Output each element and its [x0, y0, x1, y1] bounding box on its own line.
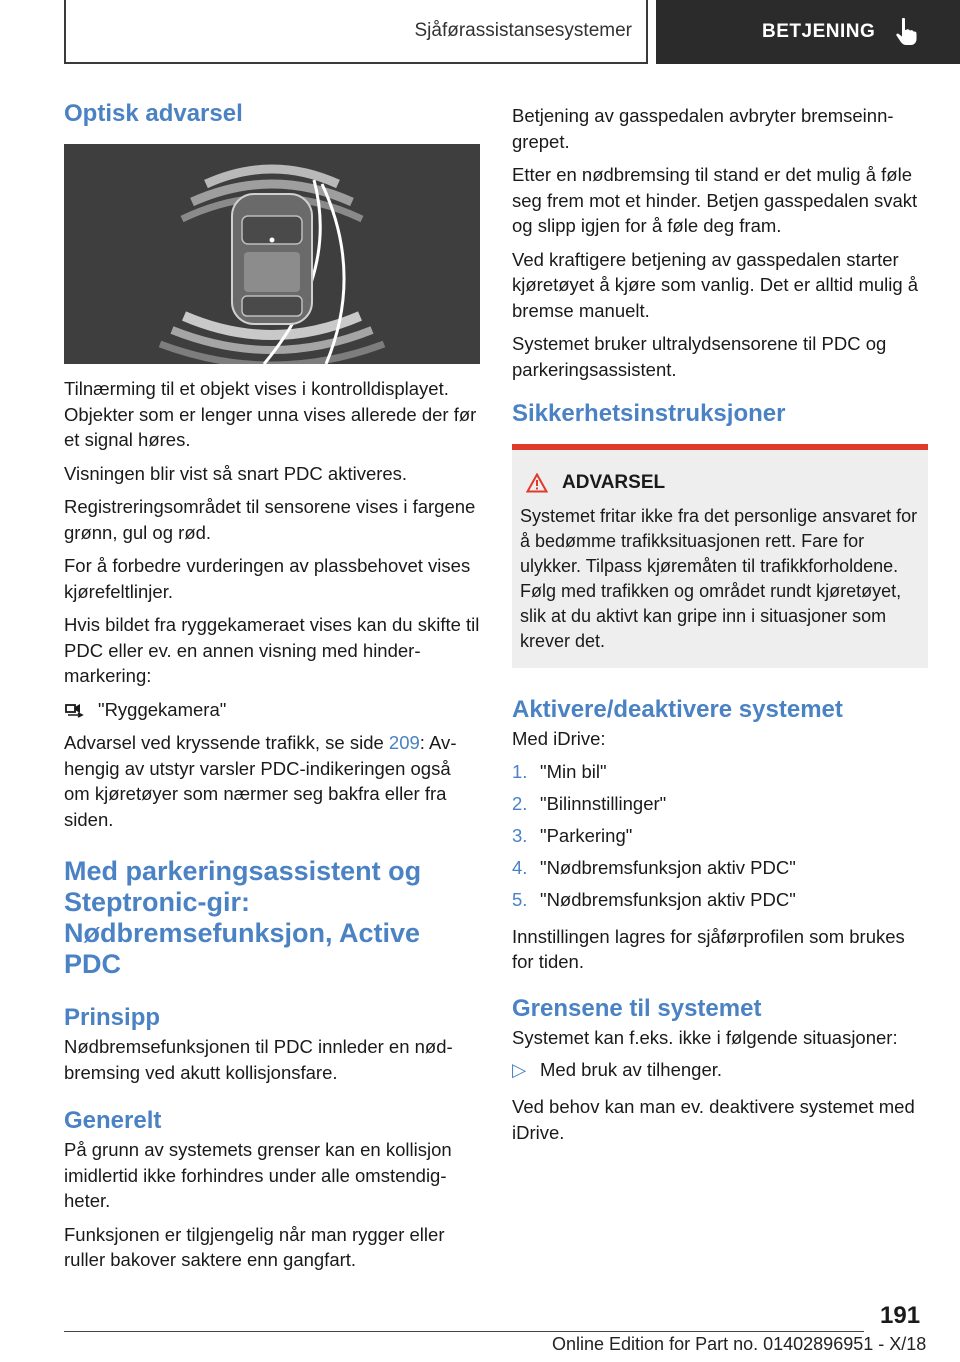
heading-generelt: Generelt [64, 1107, 162, 1134]
left-column [64, 98, 480, 1281]
heading-optisk-advarsel: Optisk advarsel [64, 100, 243, 127]
ryggekamera-label: "Ryggekamera" [98, 698, 227, 720]
pdc-display-image [64, 144, 480, 364]
footer-edition: Online Edition for Part no. 01402896951 - X/18 [552, 1334, 927, 1354]
paragraph-ultralyd: Systemet bruker ultralydsensorene til PDC og parkeringsassistent. [512, 333, 887, 380]
paragraph-behov: Ved behov kan man ev. deaktivere systemet med iDrive. [512, 1096, 915, 1143]
page-link-209[interactable]: 209 [388, 732, 420, 753]
header-chapter-label: BETJENING [762, 21, 876, 42]
bullet-text: Med bruk av tilhenger. [540, 1059, 723, 1080]
heading-active-pdc: Med parkeringsassistent og Steptronic-gir: Nødbremsefunksjon, Active PDC [64, 856, 422, 979]
paragraph-kryssende-trafikk [64, 730, 480, 832]
idrive-steps-list [512, 756, 928, 916]
warning-box [512, 444, 928, 668]
heading-aktivere: Aktivere/deaktivere systemet [512, 696, 843, 723]
triangle-bullet-icon: ▷ [512, 1059, 527, 1080]
paragraph-prinsipp: Nødbremsefunksjonen til PDC innleder en nødbremsing ved akutt kollisjonsfare. [64, 1036, 453, 1083]
step-number: 4. [512, 856, 528, 878]
page-number: 191 [880, 1302, 921, 1329]
kryssende-text-a: Advarsel ved kryssende trafikk, se side [64, 732, 389, 753]
step-text: "Parkering" [540, 824, 633, 846]
paragraph-ryggekamera: Hvis bildet fra ryggekameraet vises kan du skifte til PDC eller ev. en annen visning med hindermarkering: [64, 614, 480, 686]
footer-divider [64, 1331, 864, 1332]
kryssende-text-b: : Avhengig av utstyr varsler PDC-indikeringen også om kjøretøyer som nærmer seg bakfra eller fra siden. [64, 732, 457, 830]
ryggekamera-option [64, 697, 480, 723]
step-text: "Min bil" [540, 760, 607, 782]
paragraph-kraftigere: Ved kraftigere betjening av gasspedalen starter kjøretøyet å kjøre som vanlig. Det er alltid mulig å bremse manuelt. [512, 248, 919, 321]
header-section-title-box [64, 0, 648, 64]
right-column [512, 103, 928, 1153]
rear-camera-icon [64, 699, 86, 719]
step-text: "Nødbremsfunksjon aktiv PDC" [540, 888, 796, 910]
warning-title: ADVARSEL [562, 472, 666, 493]
paragraph-kjorefelt: For å forbedre vurderingen av plassbehovet vises kjørefeltlinjer. [64, 555, 471, 602]
list-item [512, 756, 928, 788]
step-text: "Bilinnstillinger" [540, 792, 667, 814]
pointing-hand-icon [893, 17, 919, 47]
paragraph-generelt-1: På grunn av systemets grenser kan en kollisjon imidlertid ikke forhindres under alle omstendigheter. [64, 1139, 452, 1211]
header-section-title: Sjåførassistansesystemer [414, 20, 632, 41]
warning-header [526, 472, 920, 494]
step-number: 2. [512, 792, 528, 814]
step-number: 3. [512, 824, 528, 846]
paragraph-generelt-2: Funksjonen er tilgjengelig når man rygger eller ruller bakover saktere enn gangfart. [64, 1223, 445, 1270]
list-item [512, 820, 928, 852]
step-number: 5. [512, 888, 528, 910]
list-item [512, 1054, 928, 1086]
heading-grensene: Grensene til systemet [512, 994, 762, 1022]
paragraph-lagres: Innstillingen lagres for sjåførprofilen som brukes for tiden. [512, 925, 905, 972]
heading-prinsipp: Prinsipp [64, 1004, 161, 1031]
heading-sikkerhet: Sikkerhetsinstruksjoner [512, 400, 786, 427]
paragraph-grensene: Systemet kan f.eks. ikke i følgende situasjoner: [512, 1026, 898, 1048]
header-chapter-tab[interactable] [656, 0, 960, 64]
list-item [512, 884, 928, 916]
paragraph-registrering: Registreringsområdet til sensorene vises i fargene grønn, gul og rød. [64, 496, 476, 543]
figure-caption: Tilnærming til et objekt vises i kontrolldisplayet. Objekter som er lenger unna vises allerede der før et signal høres. [64, 378, 477, 450]
grensene-list [512, 1054, 928, 1086]
list-item [512, 788, 928, 820]
paragraph-etter-nodbremsing: Etter en nødbremsing til stand er det mulig å føle seg frem mot et hinder. Betjen gasspedalen svakt og slipp igjen for å føle deg fram. [512, 164, 918, 236]
paragraph-gasspedal: Betjening av gasspedalen avbryter bremseinngrepet. [512, 105, 894, 152]
paragraph-med-idrive: Med iDrive: [512, 728, 606, 749]
warning-text: Systemet fritar ikke fra det personlige ansvaret for å bedømme trafikksituasjonen rett. Fare for ulykker. Tilpass kjøremåten til trafikkforholdene. Følg med trafikken og området rundt kjøretøyet, slik at du aktivt kan gripe inn i situasjoner som krever det. [520, 506, 918, 651]
step-text: "Nødbremsfunksjon aktiv PDC" [540, 856, 796, 878]
warning-triangle-icon [526, 473, 548, 493]
paragraph-visning: Visningen blir vist så snart PDC aktiveres. [64, 462, 408, 484]
list-item [512, 852, 928, 884]
step-number: 1. [512, 760, 528, 782]
